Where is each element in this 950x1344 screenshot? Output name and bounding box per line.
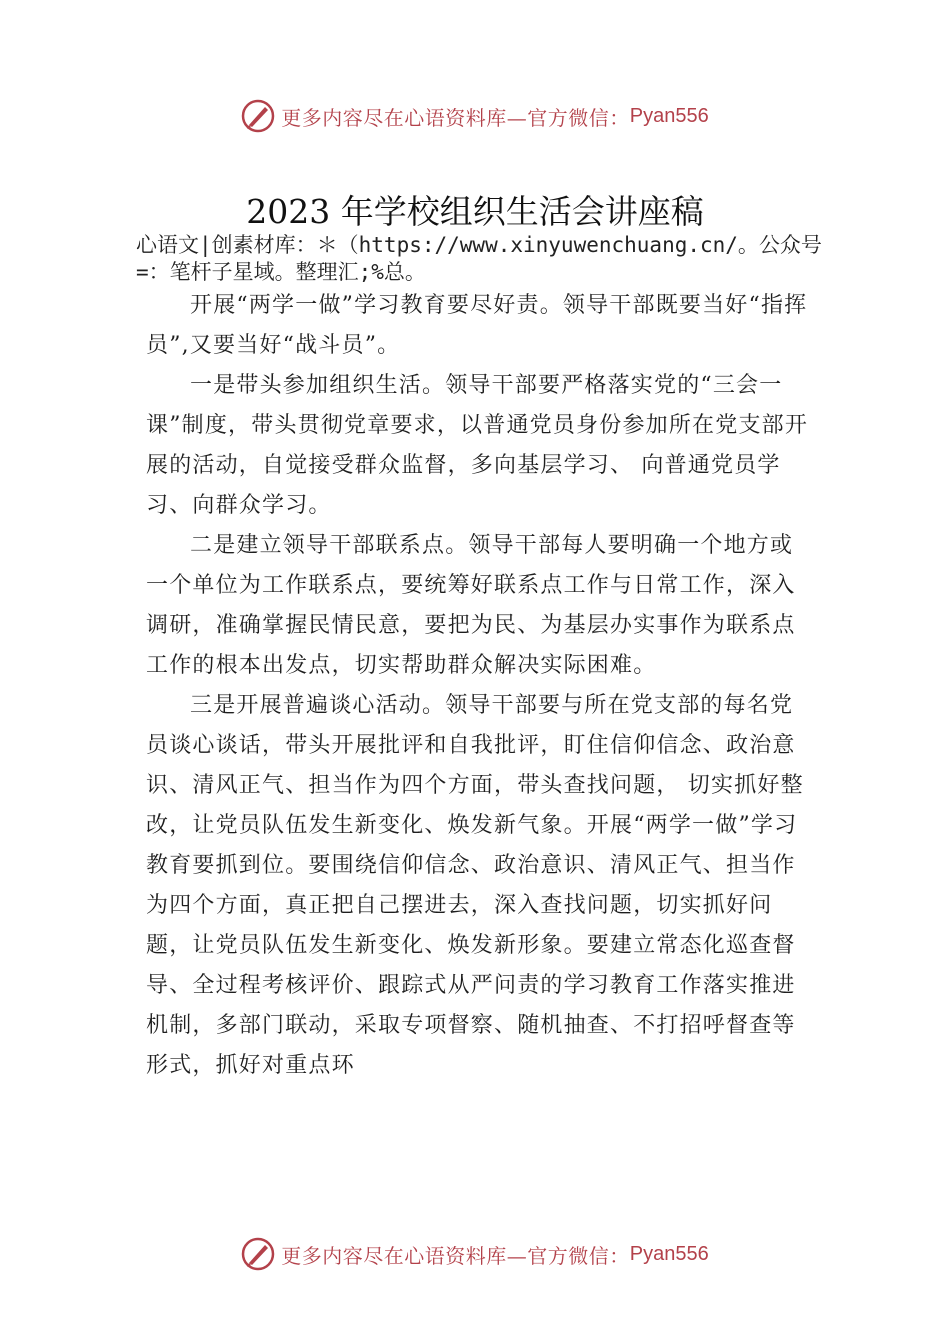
quill-pen-logo bbox=[241, 1237, 275, 1271]
banner-text: 更多内容尽在心语资料库—官方微信： bbox=[281, 105, 630, 130]
banner-text: 更多内容尽在心语资料库—官方微信： bbox=[281, 1243, 630, 1268]
banner-wechat-id: Pyan556 bbox=[629, 1242, 709, 1265]
paragraph-4: 三是开展普遍谈心活动。领导干部要与所在党支部的每名党员谈心谈话，带头开展批评和自我批评，盯住信仰信念、政治意识、清风正气、担当作为四个方面，带头查找问题， 切实抓好整改，让党员队伍发生新变化、焕发新气象。开展“两学一做”学习教育要抓到位。要围绕信仰信念、政治意识、清风正气、担当作为四个方面，真正把自己摆进去，深入查找问题，切实抓好问题，让党员队伍发生新变化、焕发新形象。要建立常态化巡查督导、全过程考核评价、跟踪式从严问责的学习教育工作落实推进机制，多部门联动，采取专项督察、随机抽查、不打招呼督查等形式，抓好对重点环 bbox=[146, 693, 804, 1078]
paragraph-2: 一是带头参加组织生活。领导干部要严格落实党的“三会一课”制度，带头贯彻党章要求，以普通党员身份参加所在党支部开展的活动，自觉接受群众监督，多向基层学习、 向普通党员学习、向群众学习。 bbox=[146, 373, 809, 518]
document-body bbox=[146, 286, 816, 1086]
quill-pen-logo bbox=[241, 99, 275, 133]
banner-wechat-id: Pyan556 bbox=[629, 104, 709, 127]
footer-banner bbox=[0, 1234, 950, 1274]
paragraph-1: 开展“两学一做”学习教育要尽好责。领导干部既要当好“指挥员”,又要当好“战斗员”。 bbox=[146, 293, 808, 358]
source-note: 心语文|创素材库：＊（https://www.xinyuwenchuang.cn/。公众号=：笔杆子星域。整理汇;%总。 bbox=[136, 233, 822, 284]
document-title: 2023 年学校组织生活会讲座稿 bbox=[246, 192, 704, 231]
header-banner bbox=[0, 96, 950, 136]
paragraph-3: 二是建立领导干部联系点。领导干部每人要明确一个地方或一个单位为工作联系点，要统筹好联系点工作与日常工作，深入调研，准确掌握民情民意，要把为民、为基层办实事作为联系点工作的根本出发点，切实帮助群众解决实际困难。 bbox=[146, 533, 796, 678]
